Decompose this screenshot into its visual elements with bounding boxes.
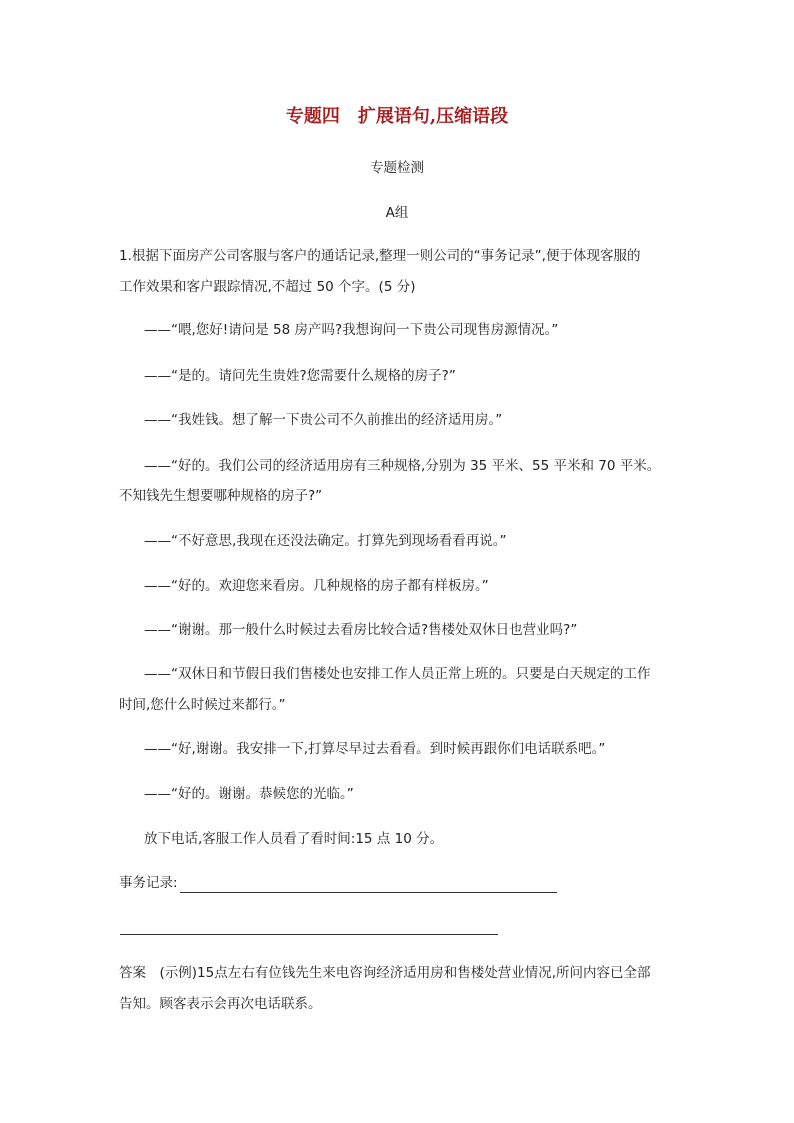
record-answer-blank <box>180 876 557 893</box>
dialogue-line-3: ——“我姓钱。想了解一下贵公司不久前推出的经济适用房。” <box>144 412 503 428</box>
record-answer-blank-2 <box>120 934 498 935</box>
dialogue-line-10: ——“好的。谢谢。恭候您的光临。” <box>144 786 354 802</box>
group-label: A组 <box>385 205 409 221</box>
dialogue-line-4b: 不知钱先生想要哪种规格的房子?” <box>119 488 323 504</box>
dialogue-line-1: ——“喂,您好!请问是 58 房产吗?我想询问一下贵公司现售房源情况。” <box>144 322 559 338</box>
section-subtitle: 专题检测 <box>370 160 424 176</box>
question-prompt-line-1: 1.根据下面房产公司客服与客户的通话记录,整理一则公司的“事务记录”,便于体现客服的 <box>119 248 641 264</box>
record-label: 事务记录: <box>119 875 178 891</box>
dialogue-line-9: ——“好,谢谢。我安排一下,打算尽早过去看看。到时候再跟你们电话联系吧。” <box>144 741 606 757</box>
answer-line-1: 答案 (示例)15点左右有位钱先生来电咨询经济适用房和售楼处营业情况,所问内容已全部 <box>119 965 651 981</box>
record-line <box>119 873 679 893</box>
question-prompt-line-2: 工作效果和客户跟踪情况,不超过 50 个字。(5 分) <box>119 279 416 295</box>
dialogue-line-6: ——“好的。欢迎您来看房。几种规格的房子都有样板房。” <box>144 578 489 594</box>
after-call-note: 放下电话,客服工作人员看了看时间:15 点 10 分。 <box>144 831 444 847</box>
dialogue-line-4a: ——“好的。我们公司的经济适用房有三种规格,分别为 35 平米、55 平米和 70 平米。 <box>144 458 661 474</box>
page-title: 专题四 扩展语句,压缩语段 <box>285 106 509 127</box>
dialogue-line-7: ——“谢谢。那一般什么时候过去看房比较合适?售楼处双休日也营业吗?” <box>144 622 578 638</box>
dialogue-line-8b: 时间,您什么时候过来都行。” <box>119 697 286 713</box>
dialogue-line-8a: ——“双休日和节假日我们售楼处也安排工作人员正常上班的。只要是白天规定的工作 <box>144 666 651 682</box>
dialogue-line-5: ——“不好意思,我现在还没法确定。打算先到现场看看再说。” <box>144 533 507 549</box>
answer-line-2: 告知。顾客表示会再次电话联系。 <box>119 996 322 1012</box>
dialogue-line-2: ——“是的。请问先生贵姓?您需要什么规格的房子?” <box>144 368 456 384</box>
